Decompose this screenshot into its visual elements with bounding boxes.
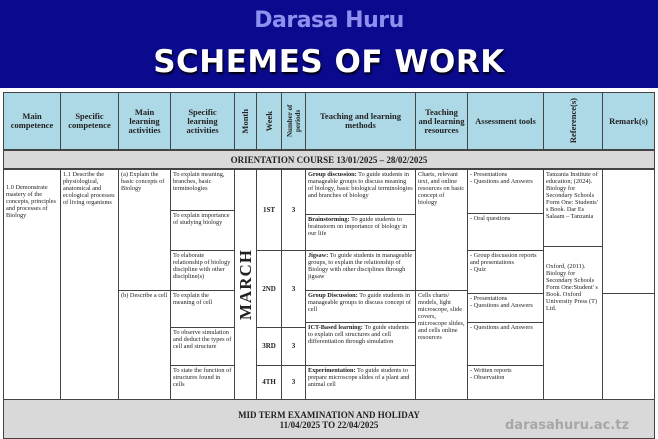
assessment-cell [467,365,544,400]
method-text: To guide students to brainstorm on importance of biology in our life [308,216,408,237]
header-main-competence: Main competence [3,92,61,150]
assessment-item: - Observation [470,374,541,381]
assessment-item: - Questions and Answers [470,324,541,331]
watermark: darasahuru.ac.tz [505,418,630,433]
week-cell: 3RD [256,327,282,366]
header-periods: Number of periods [285,104,302,138]
assessment-cell [467,293,544,323]
remarks-cell [602,293,655,400]
periods-cell: 3 [281,327,306,366]
midterm-title: MID TERM EXAMINATION AND HOLIDAY [238,410,420,420]
specific-activity: To state the function of structures found in cells [170,365,235,400]
method-text: To guide students to prepare microscope slides of a plant and animal cell [308,367,410,388]
method-text: To guide students to explain cell structures and cell differentiation through simulation [308,324,409,345]
remarks-cell [602,169,655,294]
method-name: Brainstorming: [308,216,350,223]
specific-activity: To explain the meaning of cell [170,290,235,328]
periods-cell: 3 [281,169,306,251]
method-cell [305,365,416,400]
week-cell: 2ND [256,250,282,328]
method-name: ICT-Based learning: [308,324,363,331]
header-main-activities: Main learning activities [118,92,171,150]
method-cell [305,290,416,323]
method-name: Experimentation: [308,367,356,374]
week-cell: 1ST [256,169,282,251]
header-resources: Teaching and learning resources [415,92,468,150]
main-activity: (b) Describe a cell [118,290,171,400]
specific-activity: To elaborate relationship of biology discipline with other discipline(s) [170,250,235,291]
week-cell: 4TH [256,365,282,400]
assessment-cell [467,250,544,294]
specific-activity: To explain meaning, branches, basic terminologies [170,169,235,211]
method-name: Jigsaw: [308,252,329,259]
periods-cell: 3 [281,365,306,400]
header-assessment: Assessment tools [467,92,544,150]
scheme-table [0,88,658,439]
header-remarks: Remark(s) [602,92,655,150]
method-cell [305,322,416,366]
method-text: To guide students in manageable groups, to explain the relationship of Biology with other disciplines through jigsaw [308,252,413,280]
method-text: To guide students in manageable groups to discuss meaning of biology, basic biological terminologies and branches of biology [308,171,413,199]
assessment-cell [467,169,544,214]
assessment-cell [467,322,544,366]
darasa-huru-logo: Darasa Huru [254,8,404,33]
reference-cell: Oxford, (2011). Biology for Secondary Schools Form One:Student' s Book. Oxford University Press (T) Ltd. [543,246,603,400]
method-text: To guide students in manageable groups to discuss concept of cell [308,292,411,313]
assessment-cell [467,213,544,251]
specific-activity: To explain importance of studying biology [170,210,235,251]
banner [0,0,658,88]
method-cell [305,250,416,291]
assessment-item: - Group discussion reports and presentations [470,252,541,266]
header-specific-competence: Specific competence [60,92,119,150]
main-activity: (a) Explain the basic concepts of Biology [118,169,171,291]
header-specific-activities: Specific learning activities [170,92,235,150]
specific-activity: To observe simulation and deduct the types of cell and structure [170,327,235,366]
method-name: Group Discussion: [308,292,358,299]
method-name: Group discussion: [308,171,357,178]
assessment-item: - Oral questions [470,215,541,222]
header-references: Reference(s) [567,98,578,144]
midterm-dates: 11/04/2025 TO 22/04/2025 [279,420,379,430]
assessment-item: - Questions and Answers [470,302,541,309]
assessment-item: - Presentations [470,295,541,302]
periods-cell: 3 [281,250,306,328]
assessment-item: - Written reports [470,367,541,374]
assessment-item: - Questions and Answers [470,178,541,185]
header-methods: Teaching and learning methods [305,92,416,150]
resources-cell: Charts, relevant text, and online resources on basic concept of biology [415,169,468,291]
specific-competence: 1.1 Describe the physiological, anatomical and ecological processes of living organisms [60,169,119,400]
resources-cell: Cells charts/ models, light microscope, slide covers, microscope slides, and cells online resources [415,290,468,400]
assessment-item: - Quiz [470,266,541,273]
page-title: SCHEMES OF WORK [153,44,505,80]
header-week: Week [263,110,274,132]
month-label: MARCH [236,248,255,321]
reference-cell: Tanzania Institute of education; (2024). Biology for Secondary Schools Form One: Students' s Book. Dar Es Salaam – Tanzania [543,169,603,247]
orientation-band: ORIENTATION COURSE 13/01/2025 – 28/02/2025 [3,150,655,169]
header-month: Month [240,108,250,134]
method-cell [305,169,416,215]
method-cell [305,214,416,251]
main-competence: 1.0 Demonstrate mastery of the concepts, principles and processes of Biology [3,169,61,400]
assessment-item: - Presentations [470,171,541,178]
